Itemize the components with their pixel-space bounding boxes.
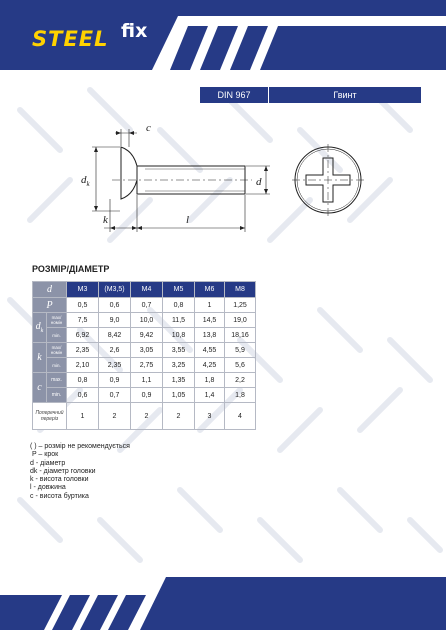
size-cell: (M3,5) [99,282,131,298]
section-title: РОЗМІР/ДІАМЕТР [32,264,110,274]
value-cell: 8,42 [99,328,131,343]
value-cell: 0,5 [67,298,99,313]
row-sub-label: max/номін [47,343,67,358]
standard-code: DIN 967 [200,87,269,103]
value-cell: 18,16 [225,328,256,343]
row-sub-label: max/номін [47,313,67,328]
table-row-cross-section [33,403,256,430]
legend-item: c - висота буртика [30,492,89,500]
value-cell: 10,8 [163,328,195,343]
table-row-k-max [33,343,256,358]
label-d: d [256,176,262,188]
logo-steel: STEEL [32,27,109,51]
standard-name: Гвинт [333,90,357,100]
legend [30,443,130,501]
value-cell: 4,55 [195,343,225,358]
value-cell: 3,55 [163,343,195,358]
spec-table [32,281,256,430]
value-cell: 2 [163,403,195,430]
logo-fix: fix [121,20,148,42]
table-row-p [33,298,256,313]
value-cell: 2,10 [67,358,99,373]
value-cell: 0,8 [163,298,195,313]
row-sub-label: min. [47,388,67,403]
table-row-dk-max [33,313,256,328]
screw-drawing [0,110,446,250]
label-k: k [103,214,108,226]
value-cell: 5,6 [225,358,256,373]
screw-side-view [92,129,270,232]
value-cell: 2 [99,403,131,430]
value-cell: 9,42 [131,328,163,343]
value-cell: 10,0 [131,313,163,328]
standard-bar [200,87,421,103]
value-cell: 2,75 [131,358,163,373]
size-cell: M5 [163,282,195,298]
symbol-c: c [33,373,47,403]
value-cell: 1,8 [195,373,225,388]
value-cell: 1,8 [225,388,256,403]
value-cell: 6,92 [67,328,99,343]
legend-item: d - діаметр [30,459,66,467]
label-c: c [146,122,151,134]
value-cell: 0,6 [67,388,99,403]
value-cell: 0,6 [99,298,131,313]
size-cell: M4 [131,282,163,298]
row-sub-label: max. [47,373,67,388]
table-row-dk-min [33,328,256,343]
screw-top-view [292,144,364,216]
row-sub-label: min. [47,328,67,343]
value-cell: 1,05 [163,388,195,403]
value-cell: 3,25 [163,358,195,373]
legend-item: P – крок [30,451,59,459]
table-header-row [33,282,256,298]
header-symbol: d [33,282,67,298]
value-cell: 2,6 [99,343,131,358]
value-cell: 19,0 [225,313,256,328]
value-cell: 1,25 [225,298,256,313]
value-cell: 0,8 [67,373,99,388]
value-cell: 1,35 [163,373,195,388]
value-cell: 4,25 [195,358,225,373]
legend-item: l - довжина [30,484,66,492]
value-cell: 0,7 [99,388,131,403]
legend-item: ( ) – розмір не рекомендується [30,443,130,450]
value-cell: 1 [67,403,99,430]
value-cell: 7,5 [67,313,99,328]
value-cell: 13,8 [195,328,225,343]
symbol-k: k [33,343,47,373]
size-cell: M3 [67,282,99,298]
table-row-c-max [33,373,256,388]
value-cell: 1 [195,298,225,313]
legend-item: dk - діаметр головки [30,467,96,475]
symbol-p: P [33,298,67,313]
value-cell: 0,9 [131,388,163,403]
symbol-dk: $d_k$ [33,313,47,343]
value-cell: 2,35 [99,358,131,373]
value-cell: 1,1 [131,373,163,388]
value-cell: 3 [195,403,225,430]
table-row-k-min [33,358,256,373]
legend-item: k - висота головки [30,476,89,484]
size-cell: M6 [195,282,225,298]
table-row-c-min [33,388,256,403]
dimension-arrows [94,131,268,230]
label-l: l [186,214,190,226]
footer-banner [0,577,446,630]
value-cell: 4 [225,403,256,430]
row-sub-label: min. [47,358,67,373]
value-cell: 2 [131,403,163,430]
value-cell: 3,05 [131,343,163,358]
value-cell: 11,5 [163,313,195,328]
value-cell: 2,35 [67,343,99,358]
value-cell: 1,4 [195,388,225,403]
value-cell: 0,7 [131,298,163,313]
size-cell: M8 [225,282,256,298]
value-cell: 14,5 [195,313,225,328]
label-dk: $d_k$ [81,174,90,188]
value-cell: 9,0 [99,313,131,328]
value-cell: 0,9 [99,373,131,388]
value-cell: 2,2 [225,373,256,388]
cross-section-label: Поперечний переріз [33,403,67,430]
value-cell: 5,9 [225,343,256,358]
